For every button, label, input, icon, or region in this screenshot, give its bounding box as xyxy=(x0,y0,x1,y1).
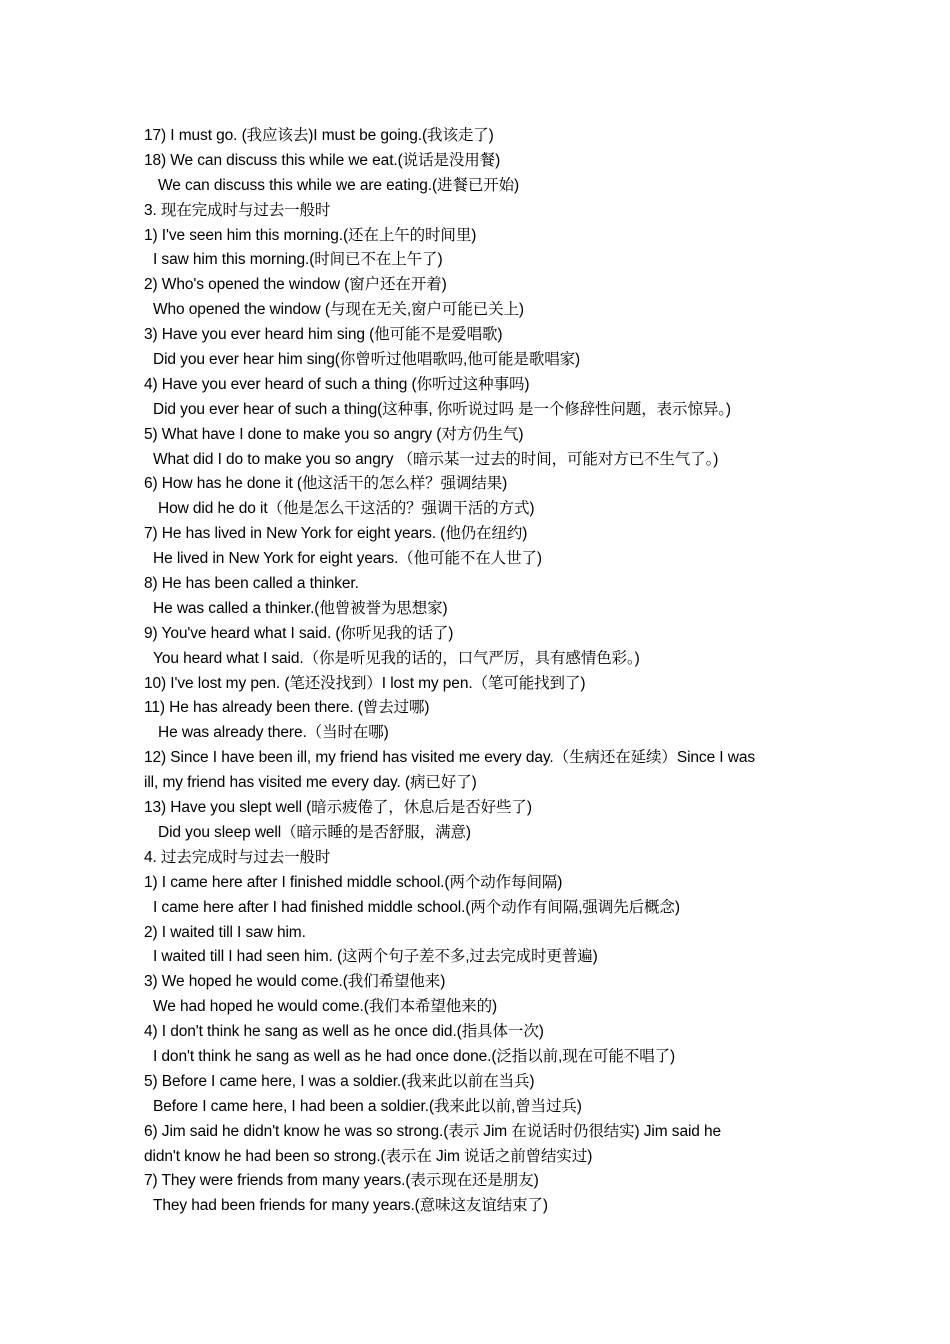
text-line: 10) I've lost my pen. (笔还没找到）I lost my pen.（笔可能找到了) xyxy=(144,674,586,692)
text-line: 8) He has been called a thinker. xyxy=(144,575,359,593)
text-line: Before I came here, I had been a soldier.(我来此以前,曾当过兵) xyxy=(153,1097,582,1115)
text-line: How did he do it（他是怎么干这活的？强调干活的方式) xyxy=(158,500,535,518)
text-line: 12) Since I have been ill, my friend has visited me every day.（生病还在延续）Since I was xyxy=(144,749,755,767)
text-line: He was already there.（当时在哪) xyxy=(158,724,389,742)
text-line: I came here after I had finished middle school.(两个动作有间隔,强调先后概念) xyxy=(153,898,680,916)
text-line: 6) Jim said he didn't know he was so strong.(表示 Jim 在说话时仍很结实) Jim said he xyxy=(144,1122,722,1140)
text-line: I saw him this morning.(时间已不在上午了) xyxy=(153,251,443,269)
text-line: I waited till I had seen him. (这两个句子差不多,过去完成时更普遍) xyxy=(153,948,598,966)
text-line: You heard what I said.（你是听见我的话的，口气严厉，具有感情色彩。) xyxy=(153,649,640,667)
text-line: 4) I don't think he sang as well as he once did.(指具体一次) xyxy=(144,1023,544,1041)
text-line: 3) Have you ever heard him sing (他可能不是爱唱歌) xyxy=(144,326,503,344)
text-line: 5) Before I came here, I was a soldier.(我来此以前在当兵) xyxy=(144,1072,535,1090)
text-line: 9) You've heard what I said. (你听见我的话了) xyxy=(144,624,454,642)
text-line: What did I do to make you so angry （暗示某一过去的时间，可能对方已不生气了。) xyxy=(153,450,719,468)
text-line: 3. 现在完成时与过去一般时 xyxy=(144,201,331,219)
text-line: Did you ever hear him sing(你曾听过他唱歌吗,他可能是歌唱家) xyxy=(153,351,581,369)
text-line: 2) Who's opened the window (窗户还在开着) xyxy=(144,276,447,294)
text-line: He was called a thinker.(他曾被誉为思想家) xyxy=(153,599,448,617)
text-line: 7) He has lived in New York for eight years. (他仍在纽约) xyxy=(144,525,528,543)
text-line: 18) We can discuss this while we eat.(说话是没用餐) xyxy=(144,151,501,169)
text-line: We can discuss this while we are eating.(进餐已开始) xyxy=(158,176,520,194)
text-line: They had been friends for many years.(意味这友谊结束了) xyxy=(153,1197,548,1215)
text-line: He lived in New York for eight years.（他可能不在人世了) xyxy=(153,550,542,568)
document-body xyxy=(144,124,814,1219)
text-line: 3) We hoped he would come.(我们希望他来) xyxy=(144,973,446,991)
text-line: We had hoped he would come.(我们本希望他来的) xyxy=(153,998,498,1016)
text-line: I don't think he sang as well as he had once done.(泛指以前,现在可能不唱了) xyxy=(153,1047,676,1065)
text-line: Did you sleep well（暗示睡的是否舒服，满意) xyxy=(158,823,471,841)
text-line: 4) Have you ever heard of such a thing (你听过这种事吗) xyxy=(144,375,530,393)
text-line: Who opened the window (与现在无关,窗户可能已关上) xyxy=(153,301,524,319)
text-line: 1) I came here after I finished middle school.(两个动作每间隔) xyxy=(144,873,563,891)
text-line: Did you ever hear of such a thing(这种事, 你听说过吗 是一个修辞性问题，表示惊异。) xyxy=(153,400,731,418)
text-line: 2) I waited till I saw him. xyxy=(144,923,306,941)
text-line: 4. 过去完成时与过去一般时 xyxy=(144,848,331,866)
text-line: 1) I've seen him this morning.(还在上午的时间里) xyxy=(144,226,477,244)
text-line: 7) They were friends from many years.(表示现在还是朋友) xyxy=(144,1172,539,1190)
text-line: 13) Have you slept well (暗示疲倦了，休息后是否好些了) xyxy=(144,799,532,817)
text-line: 11) He has already been there. (曾去过哪) xyxy=(144,699,430,717)
text-line: ill, my friend has visited me every day. (病已好了) xyxy=(144,774,477,792)
text-line: 6) How has he done it (他这活干的怎么样？强调结果) xyxy=(144,475,508,493)
text-line: 17) I must go. (我应该去)I must be going.(我该走了) xyxy=(144,127,494,144)
text-line: didn't know he had been so strong.(表示在 Jim 说话之前曾结实过) xyxy=(144,1147,593,1165)
text-line: 5) What have I done to make you so angry (对方仍生气) xyxy=(144,425,524,443)
